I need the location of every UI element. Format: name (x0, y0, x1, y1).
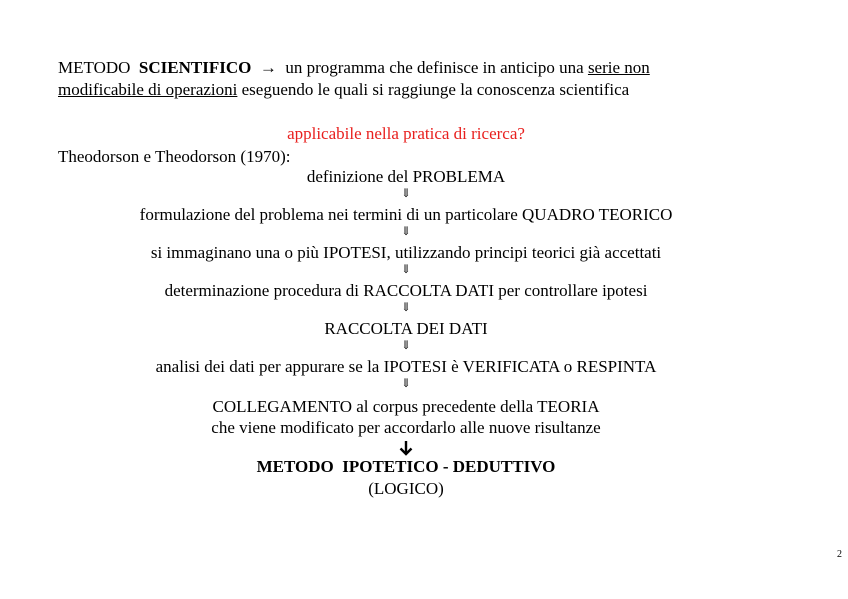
definition-end: eseguendo le quali si raggiunge la conoscenza scientifica (241, 80, 630, 99)
page-number: 2 (837, 549, 842, 560)
conclusion-title: METODO IPOTETICO - DEDUTTIVO (256, 457, 556, 476)
step-ipotesi: si immaginano una o più IPOTESI, utilizzando principi teorici già accettati (150, 243, 662, 262)
down-arrow-icon: ⇓ (400, 224, 412, 238)
step-modifica: che viene modificato per accordarlo alle nuove risultanze (211, 418, 601, 437)
term-scientifico: SCIENTIFICO (138, 58, 252, 77)
conclusion-subtitle: (LOGICO) (368, 479, 444, 498)
step-analisi: analisi dei dati per appurare se la IPOTESI è VERIFICATA o RESPINTA (155, 357, 657, 376)
step-quadro-teorico: formulazione del problema nei termini di un particolare QUADRO TEORICO (139, 205, 673, 224)
down-arrow-icon: ⇓ (400, 262, 412, 276)
source-citation: Theodorson e Theodorson (1970): (58, 147, 291, 166)
definition-underlined-2: modificabile di operazioni (58, 80, 238, 99)
down-arrow-icon: ⇓ (400, 338, 412, 352)
right-arrow-icon: → (259, 58, 277, 77)
step-procedura-raccolta: determinazione procedura di RACCOLTA DATI per controllare ipotesi (164, 281, 648, 300)
intro-line-1 (58, 58, 650, 78)
down-arrow-icon: ⇓ (400, 300, 412, 314)
definition-underlined-1: serie non (587, 58, 650, 77)
step-raccolta-dati: RACCOLTA DEI DATI (324, 319, 488, 338)
step-problema: definizione del PROBLEMA (306, 167, 506, 186)
step-collegamento: COLLEGAMENTO al corpus precedente della TEORIA (212, 397, 600, 416)
question-line: applicabile nella pratica di ricerca? (287, 124, 525, 143)
down-arrow-icon: ⇓ (400, 376, 412, 390)
definition-start: un programma che definisce in anticipo una (285, 58, 584, 77)
final-down-arrow-icon (0, 437, 812, 457)
term-metodo: METODO (58, 58, 131, 77)
down-arrow-icon: ⇓ (400, 186, 412, 200)
intro-line-2 (58, 80, 629, 100)
